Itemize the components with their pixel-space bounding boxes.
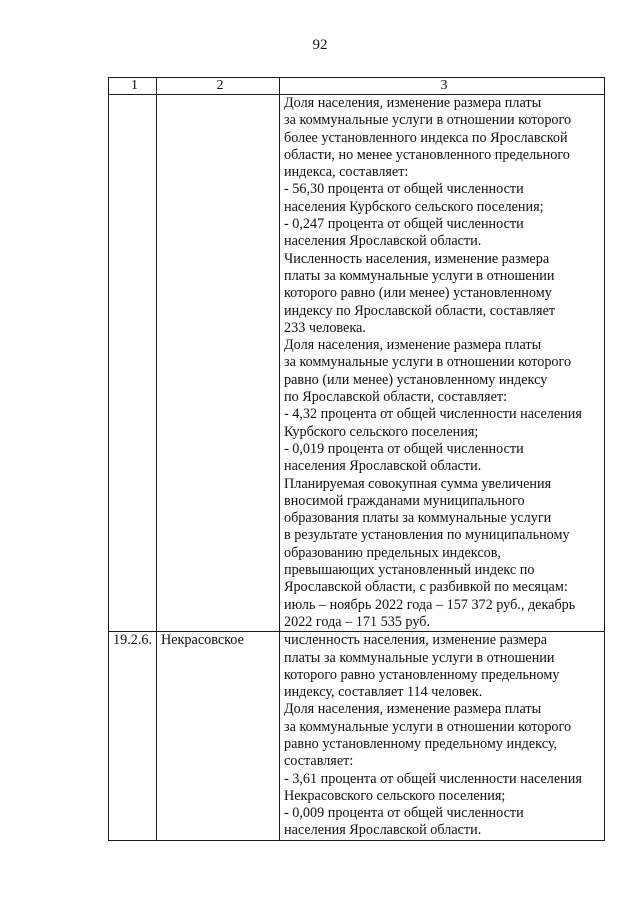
description-line: вносимой гражданами муниципального bbox=[284, 492, 525, 509]
description-line: населения Ярославской области. bbox=[284, 233, 482, 250]
description-line: Курбского сельского поселения; bbox=[284, 423, 479, 440]
description-line: населения Курбского сельского поселения; bbox=[284, 198, 544, 215]
description-line: по Ярославской области, составляет: bbox=[284, 389, 508, 406]
description-line: Некрасовского сельского поселения; bbox=[284, 787, 506, 804]
description-line: которого равно (или менее) установленному bbox=[284, 285, 552, 302]
description-line: которого равно установленному предельному bbox=[284, 666, 560, 683]
settlement-name-cell: Некрасовское bbox=[157, 632, 280, 841]
description-line: июль – ноябрь 2022 года – 157 372 руб., декабрь bbox=[284, 596, 576, 613]
description-line: за коммунальные услуги в отношении которого bbox=[284, 718, 572, 735]
description-line: индексу, составляет 114 человек. bbox=[284, 684, 483, 701]
description-line: индексу по Ярославской области, составляет bbox=[284, 302, 556, 319]
description-line: равно (или менее) установленному индексу bbox=[284, 371, 548, 388]
page-number: 92 bbox=[312, 37, 328, 53]
description-line: в результате установления по муниципальному bbox=[284, 527, 570, 544]
description-line: за коммунальные услуги в отношении которого bbox=[284, 354, 572, 371]
description-line: индекса, составляет: bbox=[284, 164, 409, 181]
description-line: Доля населения, изменение размера платы bbox=[284, 95, 542, 111]
description-line: равно установленному предельному индексу, bbox=[284, 735, 558, 752]
description-line: составляет: bbox=[284, 753, 354, 770]
description-line: превышающих установленный индекс по bbox=[284, 562, 535, 579]
description-line: Доля населения, изменение размера платы bbox=[284, 337, 542, 354]
description-line: - 0,247 процента от общей численности bbox=[284, 216, 524, 233]
column-header-1: 1 bbox=[109, 78, 157, 95]
row-number-cell bbox=[109, 95, 157, 632]
settlement-name-cell bbox=[157, 95, 280, 632]
description-line: платы за коммунальные услуги в отношении bbox=[284, 267, 555, 284]
description-line: 233 человека. bbox=[284, 319, 366, 336]
table-row bbox=[109, 632, 605, 841]
description-line: Доля населения, изменение размера платы bbox=[284, 701, 542, 718]
description-line: - 4,32 процента от общей численности населения bbox=[284, 406, 582, 423]
description-line: численность населения, изменение размера bbox=[284, 632, 548, 649]
description-line: Ярославской области, с разбивкой по месяцам: bbox=[284, 579, 568, 596]
description-cell bbox=[280, 95, 605, 632]
description-line: платы за коммунальные услуги в отношении bbox=[284, 649, 555, 666]
description-line: 2022 года – 171 535 руб. bbox=[284, 613, 431, 630]
description-line: - 0,019 процента от общей численности bbox=[284, 440, 524, 457]
description-line: населения Ярославской области. bbox=[284, 822, 482, 839]
description-line: - 3,61 процента от общей численности населения bbox=[284, 770, 582, 787]
description-line: Численность населения, изменение размера bbox=[284, 250, 550, 267]
description-line: - 56,30 процента от общей численности bbox=[284, 181, 524, 198]
description-cell bbox=[280, 632, 605, 841]
description-line: образования платы за коммунальные услуги bbox=[284, 510, 552, 527]
description-line: образованию предельных индексов, bbox=[284, 544, 501, 561]
table-row bbox=[109, 95, 605, 632]
column-header-3: 3 bbox=[280, 78, 605, 95]
description-line: населения Ярославской области. bbox=[284, 458, 482, 475]
description-line: Планируемая совокупная сумма увеличения bbox=[284, 475, 552, 492]
column-header-2: 2 bbox=[157, 78, 280, 95]
description-line: - 0,009 процента от общей численности bbox=[284, 805, 524, 822]
description-line: более установленного индекса по Ярославской bbox=[284, 129, 568, 146]
description-line: за коммунальные услуги в отношении которого bbox=[284, 112, 572, 129]
row-number-cell: 19.2.6. bbox=[109, 632, 157, 841]
description-line: области, но менее установленного предельного bbox=[284, 146, 570, 163]
municipal-table bbox=[108, 77, 605, 841]
table-header-row bbox=[109, 78, 605, 95]
